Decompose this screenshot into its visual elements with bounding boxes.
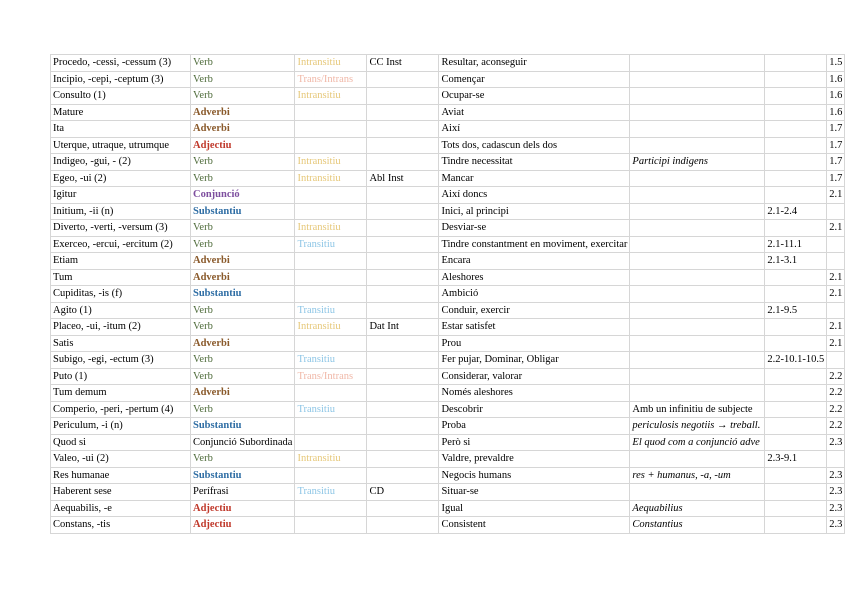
translation-cell[interactable]: Prou xyxy=(439,335,630,352)
case-cell[interactable]: Dat Int xyxy=(367,319,439,336)
word-type-cell[interactable]: Adjectiu xyxy=(191,517,295,534)
translation-cell[interactable]: Tindre necessitat xyxy=(439,154,630,171)
word-type-cell[interactable]: Conjunció Subordinada xyxy=(191,434,295,451)
word-type-cell[interactable]: Adverbi xyxy=(191,385,295,402)
note-cell[interactable] xyxy=(630,352,765,369)
reference-cell[interactable]: 1.6 xyxy=(827,71,845,88)
word-type-cell[interactable]: Adverbi xyxy=(191,335,295,352)
range-cell[interactable] xyxy=(765,401,827,418)
translation-cell[interactable]: Situar-se xyxy=(439,484,630,501)
table-row xyxy=(51,236,845,253)
transitivity-cell[interactable]: Intransitiu xyxy=(295,55,367,72)
translation-cell[interactable]: Inici, al principi xyxy=(439,203,630,220)
latin-term-cell[interactable]: Satis xyxy=(51,335,191,352)
transitivity-cell[interactable] xyxy=(295,104,367,121)
table-row xyxy=(51,71,845,88)
word-type-cell[interactable]: Adverbi xyxy=(191,269,295,286)
word-type-cell[interactable]: Perífrasi xyxy=(191,484,295,501)
reference-cell[interactable]: 1.7 xyxy=(827,170,845,187)
note-cell[interactable] xyxy=(630,71,765,88)
table-row xyxy=(51,401,845,418)
translation-cell[interactable]: Estar satisfet xyxy=(439,319,630,336)
latin-term-cell[interactable]: Comperio, -peri, -pertum (4) xyxy=(51,401,191,418)
range-cell[interactable] xyxy=(765,467,827,484)
transitivity-cell[interactable]: Trans/Intrans xyxy=(295,368,367,385)
note-cell[interactable]: Participi indigens xyxy=(630,154,765,171)
transitivity-cell[interactable] xyxy=(295,269,367,286)
case-cell[interactable]: CD xyxy=(367,484,439,501)
word-type-cell[interactable]: Substantiu xyxy=(191,203,295,220)
translation-cell[interactable]: Resultar, aconseguir xyxy=(439,55,630,72)
note-cell[interactable] xyxy=(630,286,765,303)
transitivity-cell[interactable]: Intransitiu xyxy=(295,220,367,237)
case-cell[interactable] xyxy=(367,335,439,352)
word-type-cell[interactable]: Verb xyxy=(191,170,295,187)
range-cell[interactable] xyxy=(765,170,827,187)
range-cell[interactable] xyxy=(765,418,827,435)
transitivity-cell[interactable] xyxy=(295,467,367,484)
note-cell[interactable] xyxy=(630,269,765,286)
reference-cell[interactable] xyxy=(827,253,845,270)
latin-term-cell[interactable]: Procedo, -cessi, -cessum (3) xyxy=(51,55,191,72)
reference-cell[interactable]: 1.7 xyxy=(827,121,845,138)
table-row xyxy=(51,500,845,517)
note-cell[interactable] xyxy=(630,170,765,187)
note-cell[interactable]: periculosis negotiis → treball. xyxy=(630,418,765,435)
reference-cell[interactable]: 2.1 xyxy=(827,319,845,336)
word-type-cell[interactable]: Substantiu xyxy=(191,418,295,435)
latin-term-cell[interactable]: Exerceo, -ercui, -ercitum (2) xyxy=(51,236,191,253)
transitivity-cell[interactable]: Trans/Intrans xyxy=(295,71,367,88)
table-row xyxy=(51,418,845,435)
vocabulary-table xyxy=(50,54,845,534)
note-cell[interactable] xyxy=(630,121,765,138)
case-cell[interactable] xyxy=(367,121,439,138)
note-cell[interactable] xyxy=(630,302,765,319)
word-type-cell[interactable]: Verb xyxy=(191,352,295,369)
table-row xyxy=(51,170,845,187)
latin-term-cell[interactable]: Constans, -tis xyxy=(51,517,191,534)
latin-term-cell[interactable]: Egeo, -ui (2) xyxy=(51,170,191,187)
latin-term-cell[interactable]: Agito (1) xyxy=(51,302,191,319)
reference-cell[interactable]: 1.6 xyxy=(827,88,845,105)
transitivity-cell[interactable] xyxy=(295,286,367,303)
translation-cell[interactable]: Proba xyxy=(439,418,630,435)
case-cell[interactable] xyxy=(367,253,439,270)
reference-cell[interactable]: 1.6 xyxy=(827,104,845,121)
word-type-cell[interactable]: Verb xyxy=(191,401,295,418)
latin-term-cell[interactable]: Cupiditas, -is (f) xyxy=(51,286,191,303)
range-cell[interactable] xyxy=(765,484,827,501)
reference-cell[interactable]: 2.2 xyxy=(827,418,845,435)
translation-cell[interactable]: Ocupar-se xyxy=(439,88,630,105)
translation-cell[interactable]: Considerar, valorar xyxy=(439,368,630,385)
case-cell[interactable] xyxy=(367,286,439,303)
case-cell[interactable] xyxy=(367,401,439,418)
translation-cell[interactable]: Però si xyxy=(439,434,630,451)
latin-term-cell[interactable]: Periculum, -i (n) xyxy=(51,418,191,435)
reference-cell[interactable]: 2.3 xyxy=(827,467,845,484)
table-row xyxy=(51,517,845,534)
translation-cell[interactable]: Només aleshores xyxy=(439,385,630,402)
word-type-cell[interactable]: Adjectiu xyxy=(191,137,295,154)
case-cell[interactable]: Abl Inst xyxy=(367,170,439,187)
transitivity-cell[interactable]: Intransitiu xyxy=(295,451,367,468)
table-row xyxy=(51,335,845,352)
translation-cell[interactable]: Consistent xyxy=(439,517,630,534)
latin-term-cell[interactable]: Haberent sese xyxy=(51,484,191,501)
word-type-cell[interactable]: Adverbi xyxy=(191,253,295,270)
translation-cell[interactable]: Així doncs xyxy=(439,187,630,204)
latin-term-cell[interactable]: Diverto, -verti, -versum (3) xyxy=(51,220,191,237)
transitivity-cell[interactable]: Intransitiu xyxy=(295,170,367,187)
latin-term-cell[interactable]: Mature xyxy=(51,104,191,121)
translation-cell[interactable]: Negocis humans xyxy=(439,467,630,484)
reference-cell[interactable]: 2.1 xyxy=(827,269,845,286)
range-cell[interactable] xyxy=(765,154,827,171)
translation-cell[interactable]: Tindre constantment en moviment, exercitar xyxy=(439,236,630,253)
range-cell[interactable]: 2.1-3.1 xyxy=(765,253,827,270)
table-row xyxy=(51,137,845,154)
case-cell[interactable] xyxy=(367,302,439,319)
transitivity-cell[interactable]: Transitiu xyxy=(295,401,367,418)
case-cell[interactable] xyxy=(367,154,439,171)
transitivity-cell[interactable] xyxy=(295,434,367,451)
translation-cell[interactable]: Igual xyxy=(439,500,630,517)
latin-term-cell[interactable]: Initium, -ii (n) xyxy=(51,203,191,220)
range-cell[interactable] xyxy=(765,517,827,534)
note-cell[interactable]: Constantius xyxy=(630,517,765,534)
reference-cell[interactable] xyxy=(827,203,845,220)
reference-cell[interactable]: 2.3 xyxy=(827,434,845,451)
case-cell[interactable] xyxy=(367,352,439,369)
table-row xyxy=(51,484,845,501)
translation-cell[interactable]: Conduir, exercir xyxy=(439,302,630,319)
table-row xyxy=(51,121,845,138)
reference-cell[interactable]: 2.3 xyxy=(827,484,845,501)
reference-cell[interactable]: 1.7 xyxy=(827,154,845,171)
reference-cell[interactable]: 2.3 xyxy=(827,500,845,517)
table-row xyxy=(51,434,845,451)
range-cell[interactable] xyxy=(765,137,827,154)
reference-cell[interactable]: 2.2 xyxy=(827,368,845,385)
case-cell[interactable]: CC Inst xyxy=(367,55,439,72)
note-cell[interactable] xyxy=(630,104,765,121)
transitivity-cell[interactable]: Transitiu xyxy=(295,484,367,501)
transitivity-cell[interactable] xyxy=(295,187,367,204)
range-cell[interactable] xyxy=(765,269,827,286)
reference-cell[interactable] xyxy=(827,352,845,369)
table-row xyxy=(51,203,845,220)
word-type-cell[interactable]: Verb xyxy=(191,220,295,237)
range-cell[interactable] xyxy=(765,55,827,72)
range-cell[interactable] xyxy=(765,434,827,451)
latin-term-cell[interactable]: Aequabilis, -e xyxy=(51,500,191,517)
case-cell[interactable] xyxy=(367,88,439,105)
note-cell[interactable] xyxy=(630,88,765,105)
note-cell[interactable] xyxy=(630,335,765,352)
case-cell[interactable] xyxy=(367,203,439,220)
table-row xyxy=(51,368,845,385)
note-cell[interactable] xyxy=(630,368,765,385)
transitivity-cell[interactable] xyxy=(295,121,367,138)
transitivity-cell[interactable]: Intransitiu xyxy=(295,88,367,105)
word-type-cell[interactable]: Conjunció xyxy=(191,187,295,204)
table-row xyxy=(51,253,845,270)
range-cell[interactable] xyxy=(765,220,827,237)
reference-cell[interactable]: 2.1 xyxy=(827,335,845,352)
latin-term-cell[interactable]: Etiam xyxy=(51,253,191,270)
transitivity-cell[interactable] xyxy=(295,137,367,154)
translation-cell[interactable]: Aviat xyxy=(439,104,630,121)
note-cell[interactable]: Amb un infinitiu de subjecte xyxy=(630,401,765,418)
word-type-cell[interactable]: Verb xyxy=(191,319,295,336)
word-type-cell[interactable]: Adjectiu xyxy=(191,500,295,517)
case-cell[interactable] xyxy=(367,220,439,237)
transitivity-cell[interactable] xyxy=(295,253,367,270)
word-type-cell[interactable]: Verb xyxy=(191,55,295,72)
translation-cell[interactable]: Valdre, prevaldre xyxy=(439,451,630,468)
table-row xyxy=(51,451,845,468)
case-cell[interactable] xyxy=(367,517,439,534)
reference-cell[interactable] xyxy=(827,451,845,468)
reference-cell[interactable] xyxy=(827,236,845,253)
word-type-cell[interactable]: Verb xyxy=(191,154,295,171)
range-cell[interactable] xyxy=(765,335,827,352)
word-type-cell[interactable]: Verb xyxy=(191,451,295,468)
word-type-cell[interactable]: Substantiu xyxy=(191,467,295,484)
transitivity-cell[interactable] xyxy=(295,500,367,517)
translation-cell[interactable]: Així xyxy=(439,121,630,138)
transitivity-cell[interactable] xyxy=(295,335,367,352)
transitivity-cell[interactable]: Transitiu xyxy=(295,236,367,253)
range-cell[interactable]: 2.3-9.1 xyxy=(765,451,827,468)
latin-term-cell[interactable]: Placeo, -ui, -itum (2) xyxy=(51,319,191,336)
transitivity-cell[interactable]: Intransitiu xyxy=(295,154,367,171)
latin-term-cell[interactable]: Consulto (1) xyxy=(51,88,191,105)
latin-term-cell[interactable]: Incipio, -cepi, -ceptum (3) xyxy=(51,71,191,88)
word-type-cell[interactable]: Verb xyxy=(191,88,295,105)
table-row xyxy=(51,352,845,369)
table-row xyxy=(51,220,845,237)
table-row xyxy=(51,154,845,171)
case-cell[interactable] xyxy=(367,137,439,154)
table-row xyxy=(51,88,845,105)
case-cell[interactable] xyxy=(367,269,439,286)
note-cell[interactable] xyxy=(630,137,765,154)
case-cell[interactable] xyxy=(367,451,439,468)
range-cell[interactable] xyxy=(765,88,827,105)
range-cell[interactable] xyxy=(765,286,827,303)
transitivity-cell[interactable]: Intransitiu xyxy=(295,319,367,336)
note-cell[interactable] xyxy=(630,55,765,72)
latin-term-cell[interactable]: Subigo, -egi, -ectum (3) xyxy=(51,352,191,369)
case-cell[interactable] xyxy=(367,418,439,435)
case-cell[interactable] xyxy=(367,368,439,385)
translation-cell[interactable]: Mancar xyxy=(439,170,630,187)
table-row xyxy=(51,104,845,121)
translation-cell[interactable]: Tots dos, cadascun dels dos xyxy=(439,137,630,154)
latin-term-cell[interactable]: Res humanae xyxy=(51,467,191,484)
range-cell[interactable]: 2.1-11.1 xyxy=(765,236,827,253)
note-cell[interactable] xyxy=(630,385,765,402)
table-row xyxy=(51,286,845,303)
reference-cell[interactable]: 2.3 xyxy=(827,517,845,534)
note-cell[interactable]: res + humanus, -a, -um xyxy=(630,467,765,484)
word-type-cell[interactable]: Verb xyxy=(191,302,295,319)
reference-cell[interactable]: 1.7 xyxy=(827,137,845,154)
note-cell[interactable] xyxy=(630,484,765,501)
word-type-cell[interactable]: Adverbi xyxy=(191,121,295,138)
latin-term-cell[interactable]: Quod si xyxy=(51,434,191,451)
transitivity-cell[interactable] xyxy=(295,517,367,534)
latin-term-cell[interactable]: Ita xyxy=(51,121,191,138)
translation-cell[interactable]: Fer pujar, Dominar, Obligar xyxy=(439,352,630,369)
transitivity-cell[interactable] xyxy=(295,203,367,220)
reference-cell[interactable]: 2.1 xyxy=(827,220,845,237)
range-cell[interactable] xyxy=(765,187,827,204)
note-cell[interactable]: Aequabilius xyxy=(630,500,765,517)
word-type-cell[interactable]: Verb xyxy=(191,236,295,253)
translation-cell[interactable]: Aleshores xyxy=(439,269,630,286)
latin-term-cell[interactable]: Indigeo, -gui, - (2) xyxy=(51,154,191,171)
range-cell[interactable]: 2.2-10.1-10.5 xyxy=(765,352,827,369)
table-row xyxy=(51,55,845,72)
range-cell[interactable] xyxy=(765,385,827,402)
note-cell[interactable] xyxy=(630,253,765,270)
note-cell[interactable]: El quod com a conjunció adve xyxy=(630,434,765,451)
word-type-cell[interactable]: Adverbi xyxy=(191,104,295,121)
table-row xyxy=(51,467,845,484)
word-type-cell[interactable]: Verb xyxy=(191,71,295,88)
case-cell[interactable] xyxy=(367,236,439,253)
note-cell[interactable] xyxy=(630,236,765,253)
note-cell[interactable] xyxy=(630,203,765,220)
note-cell[interactable] xyxy=(630,187,765,204)
table-row xyxy=(51,269,845,286)
note-cell[interactable] xyxy=(630,451,765,468)
latin-term-cell[interactable]: Tum xyxy=(51,269,191,286)
case-cell[interactable] xyxy=(367,434,439,451)
word-type-cell[interactable]: Verb xyxy=(191,368,295,385)
translation-cell[interactable]: Ambició xyxy=(439,286,630,303)
table-row xyxy=(51,385,845,402)
range-cell[interactable] xyxy=(765,121,827,138)
translation-cell[interactable]: Començar xyxy=(439,71,630,88)
reference-cell[interactable]: 2.1 xyxy=(827,187,845,204)
reference-cell[interactable]: 2.2 xyxy=(827,401,845,418)
note-cell[interactable] xyxy=(630,319,765,336)
translation-cell[interactable]: Encara xyxy=(439,253,630,270)
translation-cell[interactable]: Descobrir xyxy=(439,401,630,418)
reference-cell[interactable]: 1.5 xyxy=(827,55,845,72)
reference-cell[interactable] xyxy=(827,302,845,319)
case-cell[interactable] xyxy=(367,104,439,121)
word-type-cell[interactable]: Substantiu xyxy=(191,286,295,303)
table-row xyxy=(51,187,845,204)
latin-term-cell[interactable]: Tum demum xyxy=(51,385,191,402)
case-cell[interactable] xyxy=(367,500,439,517)
range-cell[interactable] xyxy=(765,319,827,336)
range-cell[interactable] xyxy=(765,368,827,385)
latin-term-cell[interactable]: Uterque, utraque, utrumque xyxy=(51,137,191,154)
case-cell[interactable] xyxy=(367,467,439,484)
reference-cell[interactable]: 2.2 xyxy=(827,385,845,402)
range-cell[interactable] xyxy=(765,104,827,121)
reference-cell[interactable]: 2.1 xyxy=(827,286,845,303)
range-cell[interactable]: 2.1-9.5 xyxy=(765,302,827,319)
latin-term-cell[interactable]: Valeo, -ui (2) xyxy=(51,451,191,468)
range-cell[interactable]: 2.1-2.4 xyxy=(765,203,827,220)
range-cell[interactable] xyxy=(765,500,827,517)
transitivity-cell[interactable] xyxy=(295,385,367,402)
case-cell[interactable] xyxy=(367,187,439,204)
range-cell[interactable] xyxy=(765,71,827,88)
note-cell[interactable] xyxy=(630,220,765,237)
latin-term-cell[interactable]: Puto (1) xyxy=(51,368,191,385)
table-row xyxy=(51,302,845,319)
translation-cell[interactable]: Desviar-se xyxy=(439,220,630,237)
transitivity-cell[interactable]: Transitiu xyxy=(295,352,367,369)
transitivity-cell[interactable] xyxy=(295,418,367,435)
latin-term-cell[interactable]: Igitur xyxy=(51,187,191,204)
transitivity-cell[interactable]: Transitiu xyxy=(295,302,367,319)
case-cell[interactable] xyxy=(367,71,439,88)
table-row xyxy=(51,319,845,336)
case-cell[interactable] xyxy=(367,385,439,402)
